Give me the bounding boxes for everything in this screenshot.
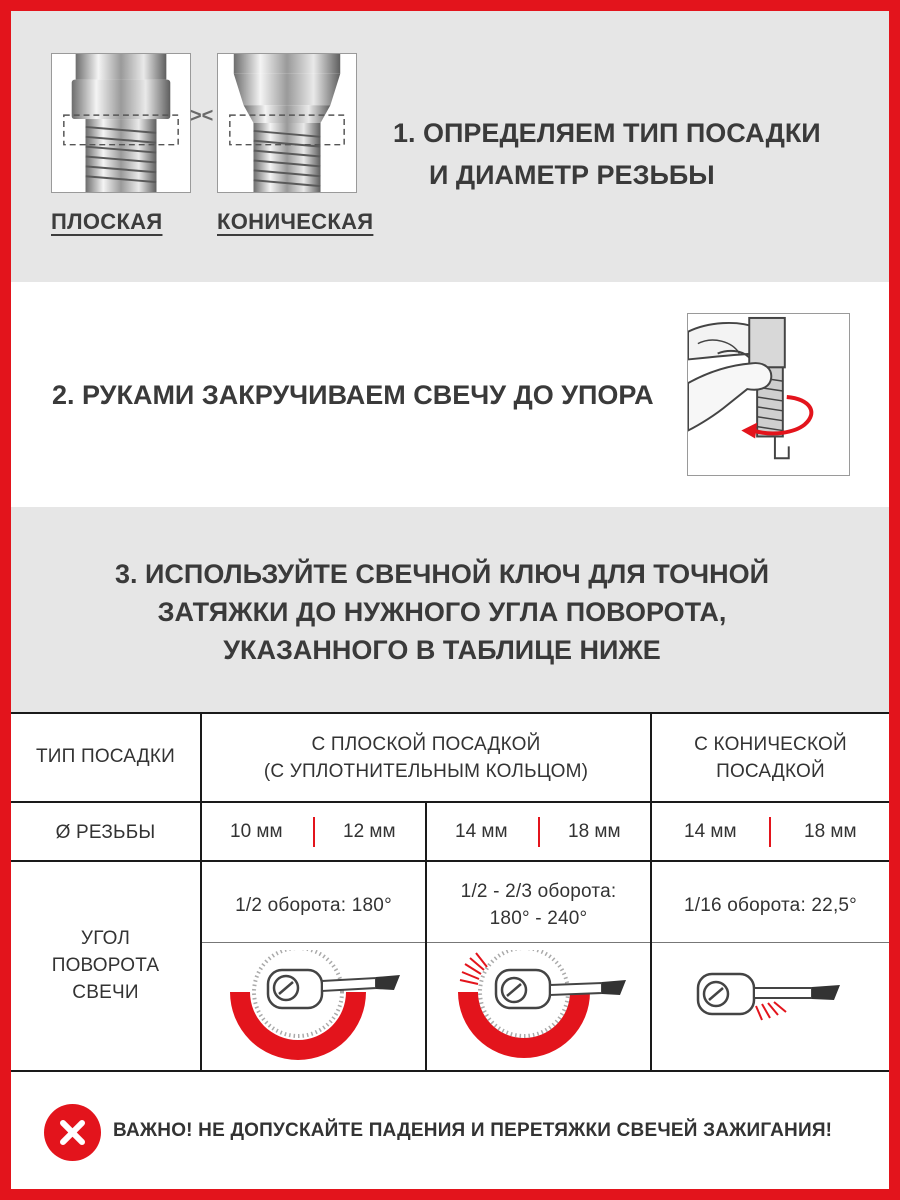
size-18mm-conical: 18 мм bbox=[804, 821, 857, 842]
angle-value-2-line-2: 180° - 240° bbox=[489, 908, 588, 929]
step-3-line-3: УКАЗАННОГО В ТАБЛИЦЕ НИЖЕ bbox=[223, 635, 661, 665]
conical-fit-header-line-1: С КОНИЧЕСКОЙ bbox=[694, 734, 847, 755]
conical-fit-header bbox=[652, 731, 889, 785]
hand-turning-plug-icon bbox=[687, 313, 850, 476]
compare-sign-text: >< bbox=[190, 105, 214, 127]
flat-fit-header-line-2: (С УПЛОТНИТЕЛЬНЫМ КОЛЬЦОМ) bbox=[263, 761, 589, 782]
compare-sign bbox=[190, 105, 214, 127]
conical-fit-label: КОНИЧЕСКАЯ bbox=[217, 209, 374, 234]
size-18mm-flat: 18 мм bbox=[568, 821, 621, 842]
angle-header-line-3: СВЕЧИ bbox=[72, 982, 139, 1003]
table-border bbox=[11, 1070, 889, 1072]
angle-header bbox=[11, 925, 200, 1006]
step-2-heading: 2. РУКАМИ ЗАКРУЧИВАЕМ СВЕЧУ ДО УПОРА bbox=[52, 380, 654, 410]
angle-value-1: 1/2 оборота: 180° bbox=[235, 895, 392, 916]
table-border bbox=[425, 801, 427, 1072]
angle-value-2-line-1: 1/2 - 2/3 оборота: bbox=[460, 881, 617, 902]
table-border bbox=[11, 801, 889, 803]
step-3-line-2: ЗАТЯЖКИ ДО НУЖНОГО УГЛА ПОВОРОТА, bbox=[157, 597, 727, 627]
table-border bbox=[11, 712, 889, 714]
size-divider bbox=[313, 817, 315, 847]
size-divider bbox=[538, 817, 540, 847]
spark-plug-conical-seat-icon bbox=[217, 53, 357, 193]
size-14mm-flat: 14 мм bbox=[455, 821, 508, 842]
wrench-180-240-diagram bbox=[444, 950, 644, 1065]
step-1-line-1: 1. ОПРЕДЕЛЯЕМ ТИП ПОСАДКИ bbox=[393, 118, 821, 148]
wrench-180-diagram bbox=[218, 950, 418, 1065]
size-10mm: 10 мм bbox=[230, 821, 283, 842]
thread-header: Ø РЕЗЬБЫ bbox=[55, 822, 156, 843]
size-12mm: 12 мм bbox=[343, 821, 396, 842]
angle-header-line-1: УГОЛ bbox=[80, 928, 131, 949]
angle-value-3: 1/16 оборота: 22,5° bbox=[684, 895, 857, 916]
table-border bbox=[11, 860, 889, 862]
conical-fit-header-line-2: ПОСАДКОЙ bbox=[716, 761, 825, 782]
flat-fit-label: ПЛОСКАЯ bbox=[51, 209, 163, 234]
flat-fit-header-line-1: С ПЛОСКОЙ ПОСАДКОЙ bbox=[311, 734, 541, 755]
step-3-line-1: 3. ИСПОЛЬЗУЙТЕ СВЕЧНОЙ КЛЮЧ ДЛЯ ТОЧНОЙ bbox=[115, 559, 769, 589]
step-1-heading bbox=[393, 112, 821, 196]
size-divider bbox=[769, 817, 771, 847]
fit-type-header: ТИП ПОСАДКИ bbox=[35, 746, 176, 767]
wrench-22-5-diagram bbox=[690, 962, 860, 1032]
step-3-heading bbox=[0, 555, 884, 669]
angle-header-line-2: ПОВОРОТА bbox=[51, 955, 160, 976]
table-border bbox=[201, 942, 889, 943]
spark-plug-flat-seat-icon bbox=[51, 53, 191, 193]
angle-value-2 bbox=[427, 878, 650, 932]
flat-fit-header bbox=[202, 731, 650, 785]
warning-text: ВАЖНО! НЕ ДОПУСКАЙТЕ ПАДЕНИЯ И ПЕРЕТЯЖКИ СВЕЧЕЙ ЗАЖИГАНИЯ! bbox=[113, 1120, 833, 1141]
close-x-icon bbox=[44, 1104, 101, 1161]
size-14mm-conical: 14 мм bbox=[684, 821, 737, 842]
step-1-line-2: И ДИАМЕТР РЕЗЬБЫ bbox=[429, 160, 715, 190]
